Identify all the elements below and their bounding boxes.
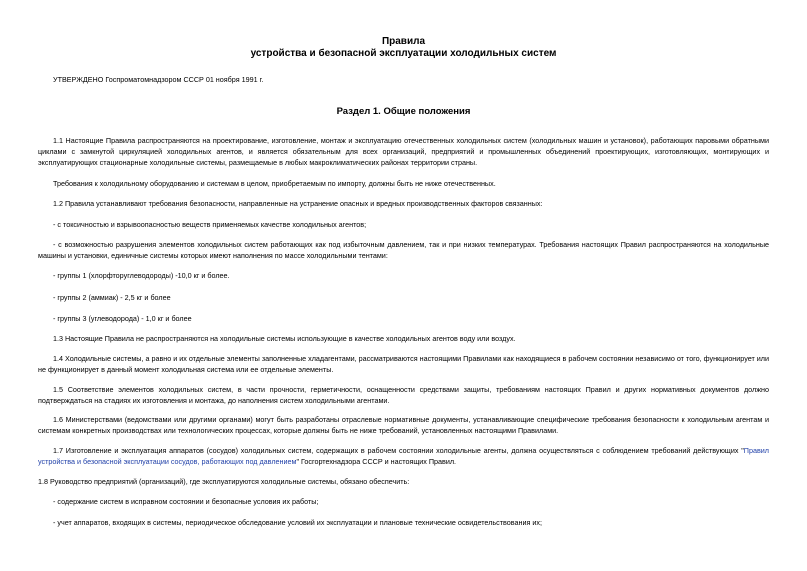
- paragraph-group3: - группы 3 (углеводорода) - 1,0 кг и более: [53, 314, 192, 323]
- vessels-rules-link[interactable]: Правил устройства и безопасной эксплуатации сосудов, работающих под давлением: [38, 446, 769, 466]
- section-title: Раздел 1. Общие положения: [336, 106, 471, 117]
- paragraph-1-8: 1.8 Руководство предприятий (организаций), где эксплуатируются холодильные системы, обязано обеспечить:: [38, 477, 410, 486]
- approval-note: УТВЕРЖДЕНО Госпроматомнадзором СССР 01 ноября 1991 г.: [53, 75, 264, 84]
- document-title-line2: устройства и безопасной эксплуатации холодильных систем: [250, 48, 557, 59]
- paragraph-1-7: [38, 445, 769, 467]
- document-title-line1: Правила: [381, 36, 426, 47]
- paragraph-toxic: - с токсичностью и взрывоопасностью веществ применяемых качестве холодильных агентов;: [53, 220, 367, 229]
- paragraph-1-7-text-end: " Госгортехнадзора СССР и настоящих Правил.: [296, 457, 457, 466]
- paragraph-1-2: 1.2 Правила устанавливают требования безопасности, направленные на устранение опасных и вредных производственных факторов связанных:: [53, 199, 543, 208]
- paragraph-import: Требования к холодильному оборудованию и системам в целом, приобретаемым по импорту, должны быть не ниже отечественных.: [53, 179, 496, 188]
- paragraph-1-1: 1.1 Настоящие Правила распространяются на проектирование, изготовление, монтаж и эксплуатацию отечественных холодильных систем (холодильных машин и установок), работающих паровыми обратными циклами с замкнутой циркуляцией холодильных агентов, и является обязательным для всех организаций, предприятий и промышленных объединений проектирующих, изготовляющих, монтирующих и эксплуатирующих стационарные холодильные системы, размещаемые в любых макроклиматических районах территории страны.: [38, 136, 769, 167]
- paragraph-1-3: 1.3 Настоящие Правила не распространяются на холодильные системы использующие в качестве холодильных агентов воду или воздух.: [53, 334, 516, 343]
- paragraph-maintenance: - содержание систем в исправном состоянии и безопасные условия их работы;: [53, 497, 319, 506]
- paragraph-group2: - группы 2 (аммиак) - 2,5 кг и более: [53, 293, 171, 302]
- paragraph-1-5: 1.5 Соответствие элементов холодильных систем, в части прочности, герметичности, оснащенности средствами защиты, требованиям настоящих Правил и других нормативных документов должно подтверждаться на стадиях их изготовления и монтажа, до наполнения систем холодильными агентами.: [38, 385, 769, 405]
- paragraph-group1: - группы 1 (хлорфторуглеводороды) -10,0 кг и более.: [53, 271, 230, 280]
- paragraph-1-7-text-start: 1.7 Изготовление и эксплуатация аппаратов (сосудов) холодильных систем, содержащих в рабочем состоянии холодильные агенты, должна осуществляться с соблюдением требований действующих ": [53, 446, 744, 455]
- paragraph-destruction: - с возможностью разрушения элементов холодильных систем работающих как под избыточным давлением, так и при низких температурах. Требования настоящих Правил распространяются на холодильные машины и установки, единичные системы которых имеют наполнения по массе холодильными тентами:: [38, 240, 769, 260]
- paragraph-1-4: 1.4 Холодильные системы, а равно и их отдельные элементы заполненные хладагентами, рассматриваются настоящими Правилами как находящиеся в рабочем состоянии независимо от того, функционирует или не функционирует в данный момент холодильная система или ее отдельные элементы.: [38, 354, 769, 374]
- paragraph-accounting: - учет аппаратов, входящих в системы, периодическое обследование условий их эксплуатации и плановые технические освидетельствования их;: [53, 518, 542, 527]
- paragraph-1-6: 1.6 Министерствами (ведомствами или другими органами) могут быть разработаны отраслевые нормативные документы, устанавливающие специфические требования безопасности к холодильным агентам и системам конкретных производствах или технологических процессах, которые должны быть не ниже требований, установленных настоящими Правилами.: [38, 415, 769, 435]
